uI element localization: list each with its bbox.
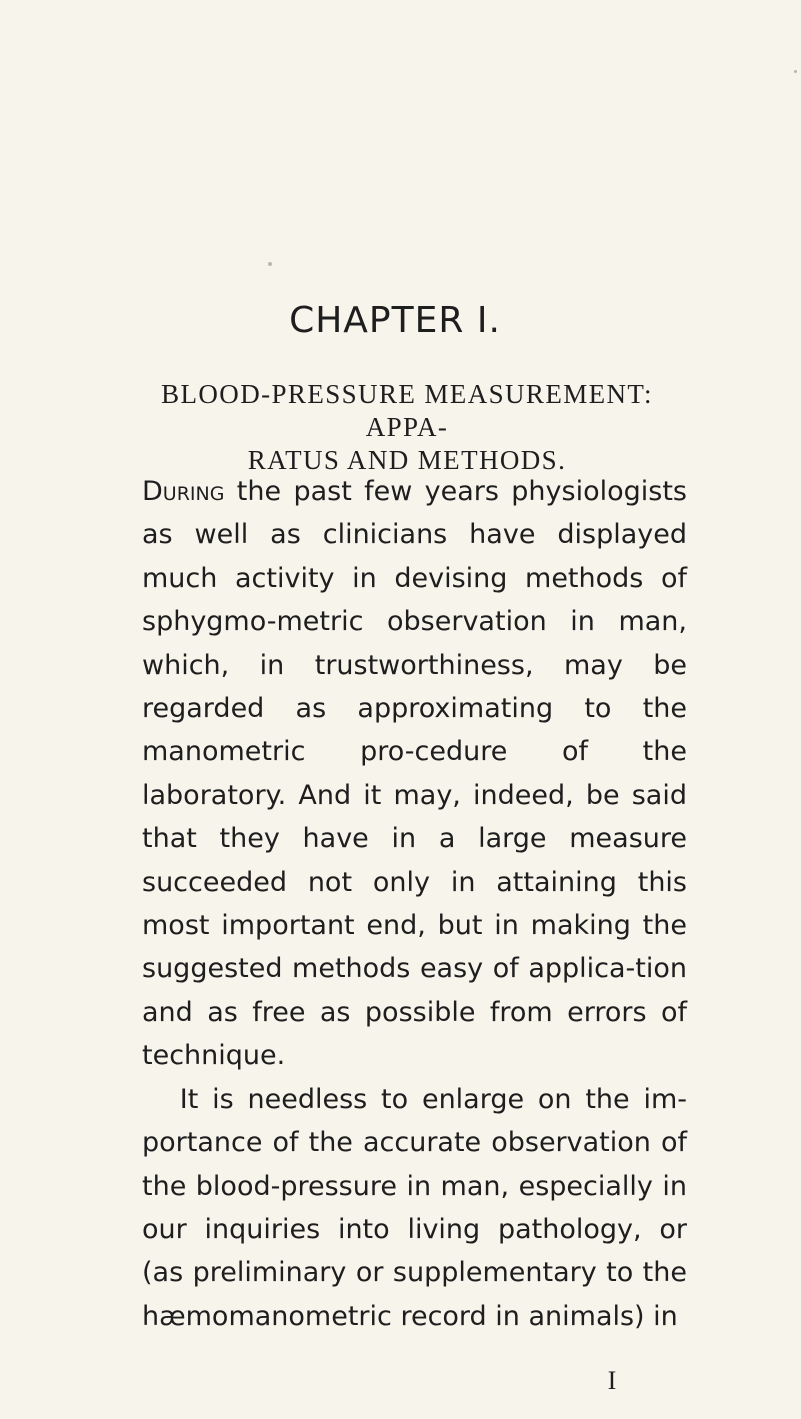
section-heading-line-2: RATUS AND METHODS. [247, 445, 567, 475]
section-heading-line-1: BLOOD-PRESSURE MEASUREMENT: APPA- [161, 379, 653, 442]
paper-speck [268, 262, 272, 266]
section-heading [137, 378, 677, 477]
body-text [142, 470, 687, 1338]
paragraph-2: It is needless to enlarge on the im-portance of the accurate observation of the blood-pressure in man, especially in our inquiries into living pathology, or (as preliminary or supplementary to the hæmomanometric record in animals) in [142, 1083, 687, 1332]
paragraph-1 [142, 470, 687, 1078]
paper-speck [794, 70, 797, 73]
paragraph-1-text: the past few years physiologists as well as clinicians have displayed much activity in devising methods of sphygmo-metric observation in man, which, in trustworthiness, may be regarded as approximating to the manometric pro-cedure of the laboratory. And it may, indeed, be said that they have in a large measure succeeded not only in attaining this most important end, but in making the suggested methods easy of applica-tion and as free as possible from errors of technique. [142, 476, 687, 1072]
chapter-title: CHAPTER I. [289, 300, 501, 341]
paragraph-1-lead-word: During [142, 476, 225, 507]
page-number: I [607, 1366, 617, 1395]
